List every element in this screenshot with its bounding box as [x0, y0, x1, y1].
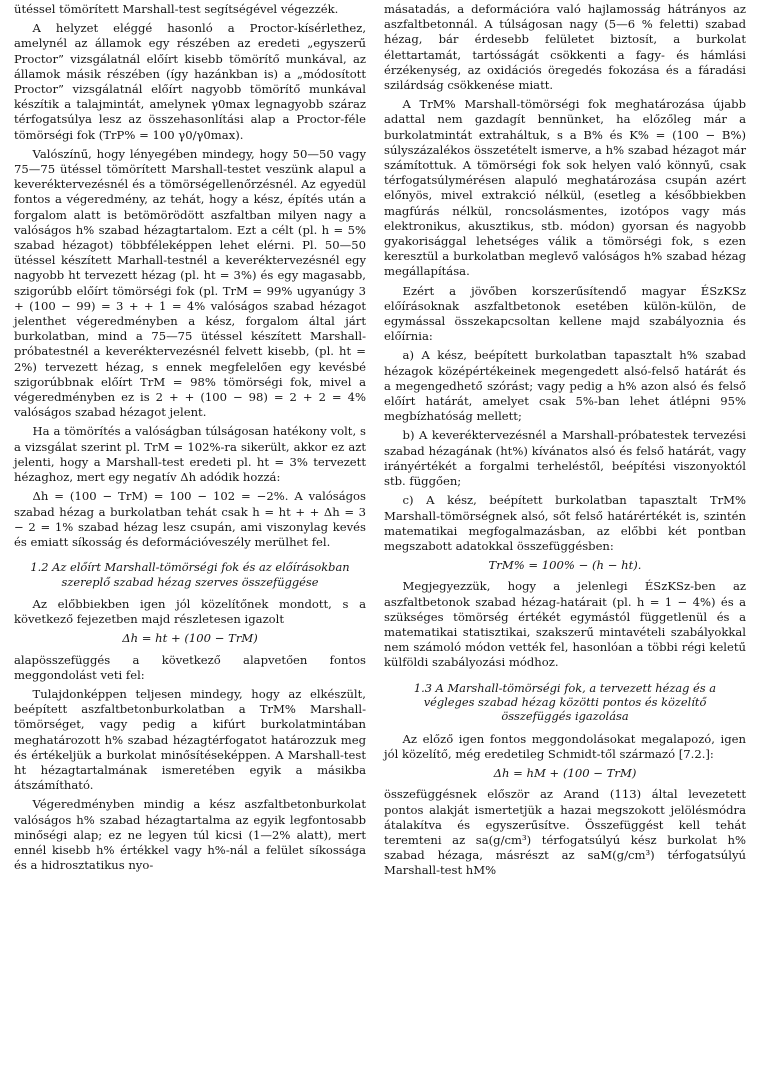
paragraph: ütéssel tömörített Marshall-test segítségével végezzék. [14, 2, 339, 16]
left-column [14, 2, 366, 877]
paragraph: c) A kész, beépített burkolatban tapasztalt TrM% Marshall-tömörségnek alsó, sőt felső határértékét is, szintén matematikai megfogalmazásban, az előbbi két pontban megszabott adatokkal összefüggésben: [384, 493, 746, 553]
equation: TrM% = 100% − (h − ht). [488, 558, 642, 573]
paragraph: a) A kész, beépített burkolatban tapasztalt h% szabad hézagok középértékeinek megengedett alsó-felső határát és a megengedhető szórást; vagy pedig a h% azon alsó és felső előírt határát, amelyet csak 5%-ban lehet átlépni 95% megbízhatóság mellett; [384, 348, 746, 424]
paragraph: összefüggésnek először az Arand (113) által levezetett pontos alakját ismertetjük a hazai megszokott jelölésmódra átalakítva és egyszerűsítve. Összefüggést kell tehát teremteni az sa(g/cm³) térfogatsúlyú kész burkolat h% szabad hézaga, másrészt az saM(g/cm³) térfogatsúlyú Marshall-test hM% [384, 787, 746, 878]
paragraph: Az előbbiekben igen jól közelítőnek mondott, s a következő fejezetben majd részletesen igazolt [14, 596, 366, 627]
paragraph: Végeredményben mindig a kész aszfaltbetonburkolat valóságos h% szabad hézagtartalma az egyik legfontosabb minőségi alap; ez ne legyen túl kicsi (1—2% alatt), mert ennél kisebb h% értékkel vagy h%-nál a felület síkossága és a hidrosztatikus nyo- [14, 797, 366, 873]
paragraph: b) A keveréktervezésnél a Marshall-próbatestek tervezési szabad hézagának (ht%) kívánatos alsó és felső határát, vagy irányértékét a forgalmi terheléstől, beépítési viszonyoktól stb. függően; [384, 428, 746, 489]
section-heading-1-2: 1.2 Az előírt Marshall-tömörségi fok és az előírásokban szereplő szabad hézag szerves összefüggése [30, 560, 350, 589]
equation: Δh = hM + (100 − TrM) [493, 766, 637, 781]
paragraph: Az előző igen fontos meggondolásokat megalapozó, igen jól közelítő, még eredetileg Schmidt-től származó [7.2.]: [384, 731, 746, 761]
equation: Δh = ht + (100 − TrM) [122, 631, 258, 646]
paragraph: Megjegyezzük, hogy a jelenlegi ÉSzKSz-ben az aszfaltbetonok szabad hézag-határait (pl. h = 1 − 4%) és a szükséges tömörség értékét egymástól függetlenül és a matematikai statisztikai, szakszerű mintavételi szabályokkal nem számoló módon vették fel, hasonlóan a többi régi keletű külföldi szabályozási módhoz. [384, 579, 746, 670]
paragraph: A TrM% Marshall-tömörségi fok meghatározása újabb adattal nem gazdagít bennünket, ha előzőleg már a burkolatmintát extraháltuk, s a B% és K% = (100 − B%) súlyszázalékos összetételt ismerve, a h% szabad hézagot már számítottuk. A tömörségi fok sok helyen való könnyű, csak térfogatsúlymérésen alapuló meghatározása csupán azért előnyös, mivel extrakció nélkül, (esetleg a későbbiekben magfúrás nélkül, roncsolásmentes, izotópos vagy más elektronikus, akusztikus, stb. módon) gyorsan és nagyobb gyakorisággal lehetséges válik a tömörségi fok, s ezen keresztül a burkolatban meglevő valóságos h% szabad hézag megállapítása. [384, 97, 746, 279]
paragraph: Valószínű, hogy lényegében mindegy, hogy 50—50 vagy 75—75 ütéssel tömörített Marshall-testet veszünk alapul a keveréktervezésnél és a tömörségellenőrzésnél. Az egyedül fontos a végeredmény, az tehát, hogy a kész, építés után a forgalom alatt is betömörödött aszfaltban milyen nagy a valóságos h% szabad hézagtartalom. Ezt a célt (pl. h = 5% szabad hézagot) többféleképpen lehet elérni. Pl. 50—50 ütéssel készített Marhall-testnél a keveréktervezésnél egy nagyobb ht tervezett hézag (pl. ht = 3%) és egy magasabb, szigorúbb előírt tömörségi fok (pl. TrM = 99% ugyanúgy 3 + (100 − 99) = 3 + + 1 = 4% valóságos szabad hézagot jelenthet végeredményben a kész, forgalom által járt burkolatban, mind a 75—75 ütéssel készített Marshall-próbatestnél a keveréktervezésnél felvett kisebb, (pl. ht = 2%) tervezett hézag, s ennek megfelelően egy kevésbé szigorúbbnak előírt TrM = 98% tömörségi fok, mivel a végeredményben ez is 2 + + (100 − 98) = 2 + 2 = 4% valóságos szabad hézagot jelent. [14, 146, 366, 420]
paragraph: Ezért a jövőben korszerűsítendő magyar ÉSzKSz előírásoknak aszfaltbetonok esetében külön-külön, de egymással összekapcsoltan kellene majd szabályoznia és előírnia: [384, 283, 746, 344]
paragraph: másatadás, a deformációra való hajlamosság hátrányos az aszfaltbetonnál. A túlságosan nagy (5—6 % feletti) szabad hézag, bár érdesebb felületet biztosít, a burkolat élettartamát, tartósságát csökkenti a fagy- és hámlási érzékenység, az oxidációs öregedés fokozása és a fáradási szilárdság csökkenése miatt. [384, 2, 746, 93]
paragraph: Δh = (100 − TrM) = 100 − 102 = −2%. A valóságos szabad hézag a burkolatban tehát csak h = ht + + Δh = 3 − 2 = 1% szabad hézag lesz csupán, ami viszonylag kevés és emiatt síkosság és deformációveszély merülhet fel. [14, 489, 366, 549]
right-column [384, 2, 746, 883]
paragraph: alapösszefüggés a következő alapvetően fontos meggondolást veti fel: [14, 652, 366, 682]
paragraph: Tulajdonképpen teljesen mindegy, hogy az elkészült, beépített aszfaltbetonburkolatban a TrM% Marshall-tömörséget, vagy pedig a kifúrt burkolatmintában meghatározott h% szabad hézagtérfogatot határozzuk meg és értékeljük a burkolat minősítéseképpen. A Marshall-test ht hézagtartalmának ismeretében egyik a másikba átszámítható. [14, 686, 366, 793]
paragraph: A helyzet eléggé hasonló a Proctor-kísérlethez, amelynél az államok egy részében az eredeti „egyszerű Proctor” vizsgálatnál előírt kisebb tömörítő munkával, az államok másik részében (így hazánkban is) a „módosított Proctor” vizsgálatnál előírt nagyobb tömörítő munkával készítik a talajmintát, amelynek γ0max legnagyobb száraz térfogatsúlya lesz az összehasonlítási alap a Proctor-féle tömörségi fok (TrP% = 100 γ0/γ0max). [14, 21, 366, 142]
section-heading-1-3: 1.3 A Marshall-tömörségi fok, a tervezett hézag és a végleges szabad hézag közötti pontos és közelítő összefüggés igazolása [413, 680, 717, 724]
paragraph: Ha a tömörítés a valóságban túlságosan hatékony volt, s a vizsgálat szerint pl. TrM = 102%-ra sikerült, akkor ez azt jelenti, hogy a Marshall-test eredeti pl. ht = 3% tervezett hézaghoz, mert egy negatív Δh adódik hozzá: [14, 424, 366, 485]
